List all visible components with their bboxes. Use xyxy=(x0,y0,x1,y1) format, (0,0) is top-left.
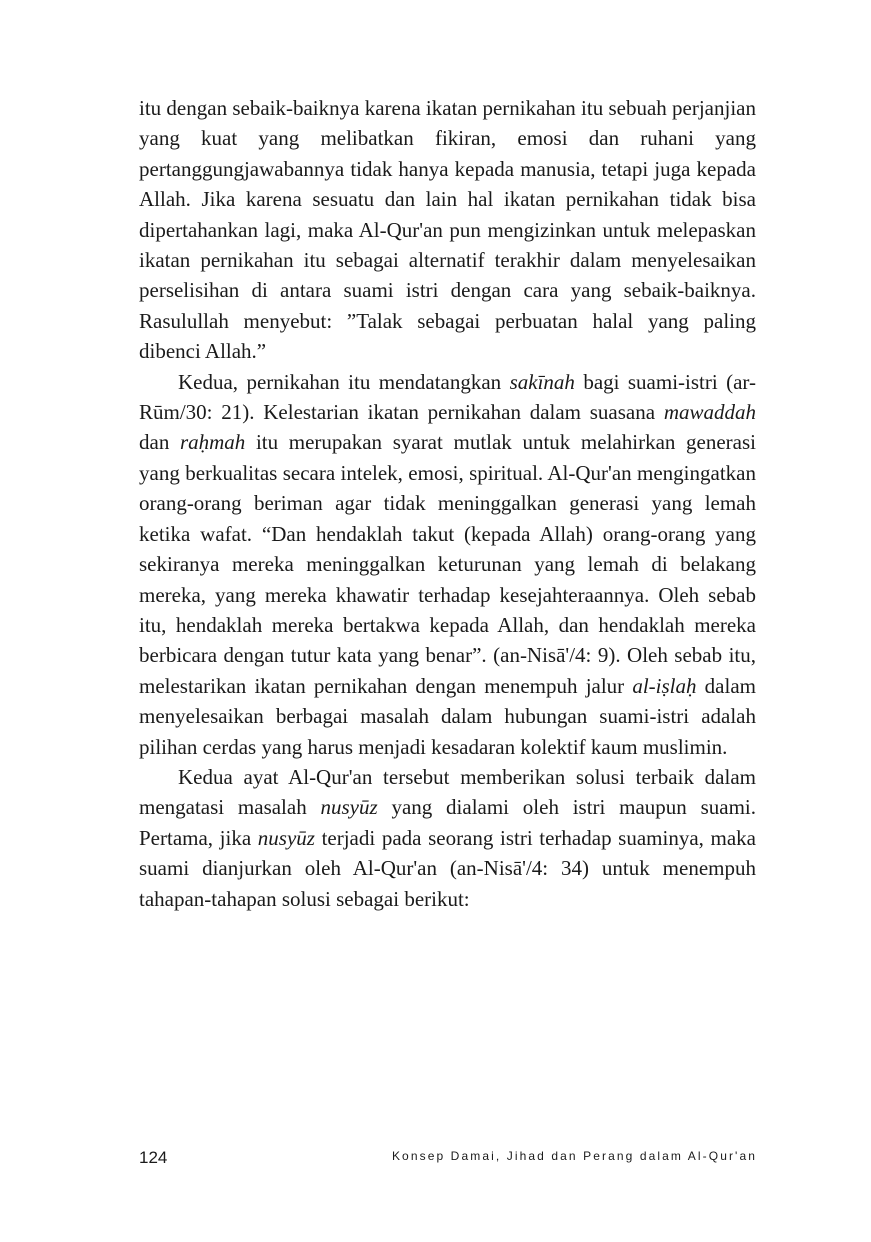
italic-term: raḥmah xyxy=(179,430,246,455)
text-run: bagi suami-istri (ar-Rūm/30: 21). Kelestarian ikatan pernikahan dalam suasana xyxy=(139,369,756,425)
italic-term: nusyūz xyxy=(257,825,315,850)
paragraph-1 xyxy=(139,93,756,367)
page-number: 124 xyxy=(139,1148,168,1167)
italic-term: al-iṣlaḥ xyxy=(632,673,697,698)
text-run: Kedua, pernikahan itu mendatangkan xyxy=(178,369,510,394)
italic-term: nusyūz xyxy=(320,795,378,820)
text-run: dan xyxy=(139,430,180,455)
italic-term: sakīnah xyxy=(509,369,575,394)
text-run: Kedua ayat Al-Qur'an tersebut memberikan solusi terbaik dalam mengatasi masalah xyxy=(139,764,756,820)
text-run: dalam menyelesaikan berbagai masalah dalam hubungan suami-istri adalah pilihan cerdas yang harus menjadi kesadaran kolektif kaum muslimin. xyxy=(139,673,756,759)
text-run: itu merupakan syarat mutlak untuk melahirkan generasi yang berkualitas secara intelek, emosi, spiritual. Al-Qur'an mengingatkan orang-orang beriman agar tidak meninggalkan generasi yang lemah ketika wafat. “Dan hendaklah takut (kepada Allah) orang-orang yang sekiranya mereka meninggalkan keturunan yang lemah di belakang mereka, yang mereka khawatir terhadap kesejahteraannya. Oleh sebab itu, hendaklah mereka bertakwa kepada Allah, dan hendaklah mereka berbicara dengan tutur kata yang benar”. (an-Nisā'/4: 9). Oleh sebab itu, melestarikan ikatan pernikahan dengan menempuh jalur xyxy=(139,430,756,698)
italic-term: mawaddah xyxy=(663,400,756,425)
paragraph-2 xyxy=(139,367,756,762)
text-run: itu dengan sebaik-baiknya karena ikatan pernikahan itu sebuah perjanjian yang kuat yang melibatkan fikiran, emosi dan ruhani yang pertanggungjawabannya tidak hanya kepada manusia, tetapi juga kepada Allah. Jika karena sesuatu dan lain hal ikatan pernikahan tidak bisa dipertahankan lagi, maka Al-Qur'an pun mengizinkan untuk melepaskan ikatan pernikahan itu sebagai alternatif terakhir dalam menyelesaikan perselisihan di antara suami istri dengan cara yang sebaik-baiknya. Rasulullah menyebut: ”Talak sebagai perbuatan halal yang paling dibenci Allah.” xyxy=(139,96,756,364)
text-run: yang dialami oleh istri maupun suami. Pertama, jika xyxy=(139,795,756,850)
paragraph-3 xyxy=(139,762,756,914)
page-body xyxy=(139,93,756,914)
running-title: Konsep Damai, Jihad dan Perang dalam Al-Qur'an xyxy=(391,1149,757,1163)
text-run: terjadi pada seorang istri terhadap suaminya, maka suami dianjurkan oleh Al-Qur'an (an-Nisā'/4: 34) untuk menempuh tahapan-tahapan solusi sebagai berikut: xyxy=(139,825,756,911)
